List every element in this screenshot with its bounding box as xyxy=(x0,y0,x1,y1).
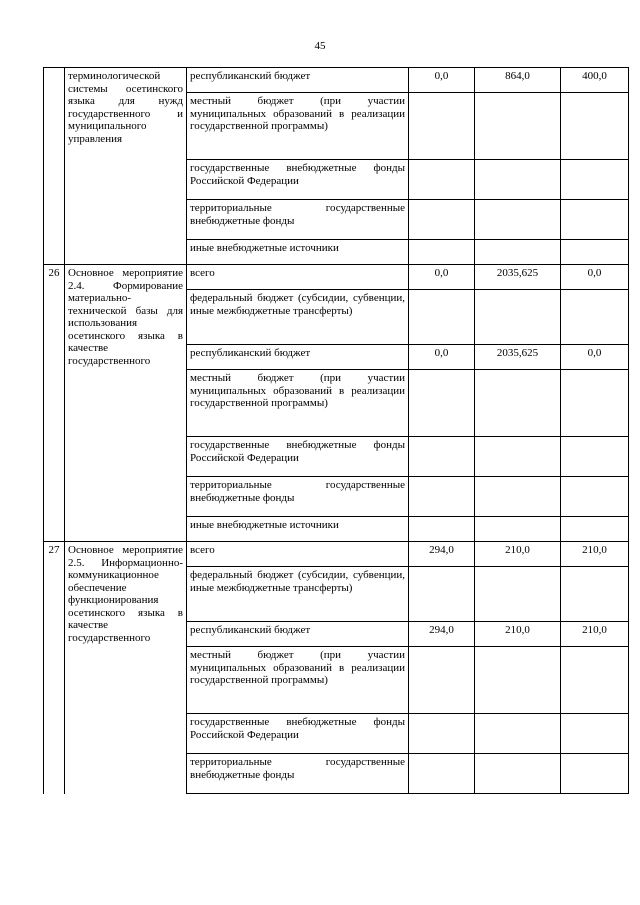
table-row xyxy=(44,542,629,567)
value-cell: 0,0 xyxy=(561,345,629,370)
funding-source: государственные внебюджетные фонды Российской Федерации xyxy=(187,160,409,200)
funding-source: государственные внебюджетные фонды Российской Федерации xyxy=(187,437,409,477)
value-cell xyxy=(409,160,475,200)
value-cell xyxy=(475,240,561,265)
funding-source: всего xyxy=(187,265,409,290)
funding-source: федеральный бюджет (субсидии, субвенции, иные межбюджетные трансферты) xyxy=(187,290,409,345)
value-cell: 2035,625 xyxy=(475,265,561,290)
value-cell xyxy=(409,477,475,517)
funding-source: иные внебюджетные источники xyxy=(187,517,409,542)
funding-source: местный бюджет (при участии муниципальных образований в реализации государственной программы) xyxy=(187,93,409,160)
value-cell: 400,0 xyxy=(561,68,629,93)
funding-source: территориальные государственные внебюджетные фонды xyxy=(187,200,409,240)
value-cell xyxy=(561,754,629,794)
funding-source: иные внебюджетные источники xyxy=(187,240,409,265)
measure-name: терминологической системы осетинского языка для нужд государственного и муниципального управления xyxy=(65,68,187,265)
value-cell xyxy=(475,437,561,477)
funding-source: местный бюджет (при участии муниципальных образований в реализации государственной программы) xyxy=(187,370,409,437)
table-row xyxy=(44,265,629,290)
value-cell: 0,0 xyxy=(409,345,475,370)
value-cell xyxy=(561,160,629,200)
budget-table xyxy=(43,67,629,794)
row-number: 27 xyxy=(44,542,65,794)
row-number xyxy=(44,68,65,265)
value-cell xyxy=(409,240,475,265)
value-cell: 210,0 xyxy=(475,622,561,647)
value-cell xyxy=(409,200,475,240)
value-cell xyxy=(561,477,629,517)
funding-source: республиканский бюджет xyxy=(187,622,409,647)
value-cell xyxy=(409,290,475,345)
value-cell: 210,0 xyxy=(561,542,629,567)
value-cell xyxy=(475,93,561,160)
value-cell xyxy=(561,567,629,622)
value-cell xyxy=(561,370,629,437)
value-cell: 210,0 xyxy=(475,542,561,567)
funding-source: всего xyxy=(187,542,409,567)
value-cell xyxy=(409,714,475,754)
value-cell xyxy=(409,517,475,542)
value-cell: 2035,625 xyxy=(475,345,561,370)
value-cell xyxy=(475,647,561,714)
value-cell xyxy=(561,200,629,240)
value-cell xyxy=(561,290,629,345)
measure-name: Основное мероприятие 2.5. Информационно-коммуникационное обеспечение функционирования осетинского языка в качестве государственного xyxy=(65,542,187,794)
value-cell xyxy=(475,160,561,200)
value-cell: 0,0 xyxy=(561,265,629,290)
funding-source: территориальные государственные внебюджетные фонды xyxy=(187,754,409,794)
value-cell xyxy=(475,567,561,622)
value-cell xyxy=(475,517,561,542)
value-cell xyxy=(561,714,629,754)
value-cell xyxy=(409,370,475,437)
value-cell: 0,0 xyxy=(409,265,475,290)
funding-source: территориальные государственные внебюджетные фонды xyxy=(187,477,409,517)
value-cell xyxy=(561,93,629,160)
value-cell: 864,0 xyxy=(475,68,561,93)
value-cell xyxy=(561,437,629,477)
value-cell: 294,0 xyxy=(409,542,475,567)
value-cell: 294,0 xyxy=(409,622,475,647)
value-cell xyxy=(409,437,475,477)
funding-source: местный бюджет (при участии муниципальных образований в реализации государственной программы) xyxy=(187,647,409,714)
value-cell xyxy=(409,754,475,794)
funding-source: республиканский бюджет xyxy=(187,345,409,370)
value-cell xyxy=(475,714,561,754)
page-number: 45 xyxy=(314,40,326,52)
value-cell xyxy=(561,647,629,714)
funding-source: государственные внебюджетные фонды Российской Федерации xyxy=(187,714,409,754)
value-cell xyxy=(409,93,475,160)
value-cell xyxy=(561,240,629,265)
table-row xyxy=(44,68,629,93)
value-cell xyxy=(475,754,561,794)
value-cell xyxy=(475,370,561,437)
value-cell xyxy=(409,647,475,714)
value-cell xyxy=(409,567,475,622)
value-cell: 210,0 xyxy=(561,622,629,647)
row-number: 26 xyxy=(44,265,65,542)
value-cell xyxy=(561,517,629,542)
value-cell: 0,0 xyxy=(409,68,475,93)
measure-name: Основное мероприятие 2.4. Формирование материально-технической базы для использования осетинского языка в качестве государственного xyxy=(65,265,187,542)
value-cell xyxy=(475,200,561,240)
funding-source: федеральный бюджет (субсидии, субвенции, иные межбюджетные трансферты) xyxy=(187,567,409,622)
funding-source: республиканский бюджет xyxy=(187,68,409,93)
value-cell xyxy=(475,477,561,517)
value-cell xyxy=(475,290,561,345)
